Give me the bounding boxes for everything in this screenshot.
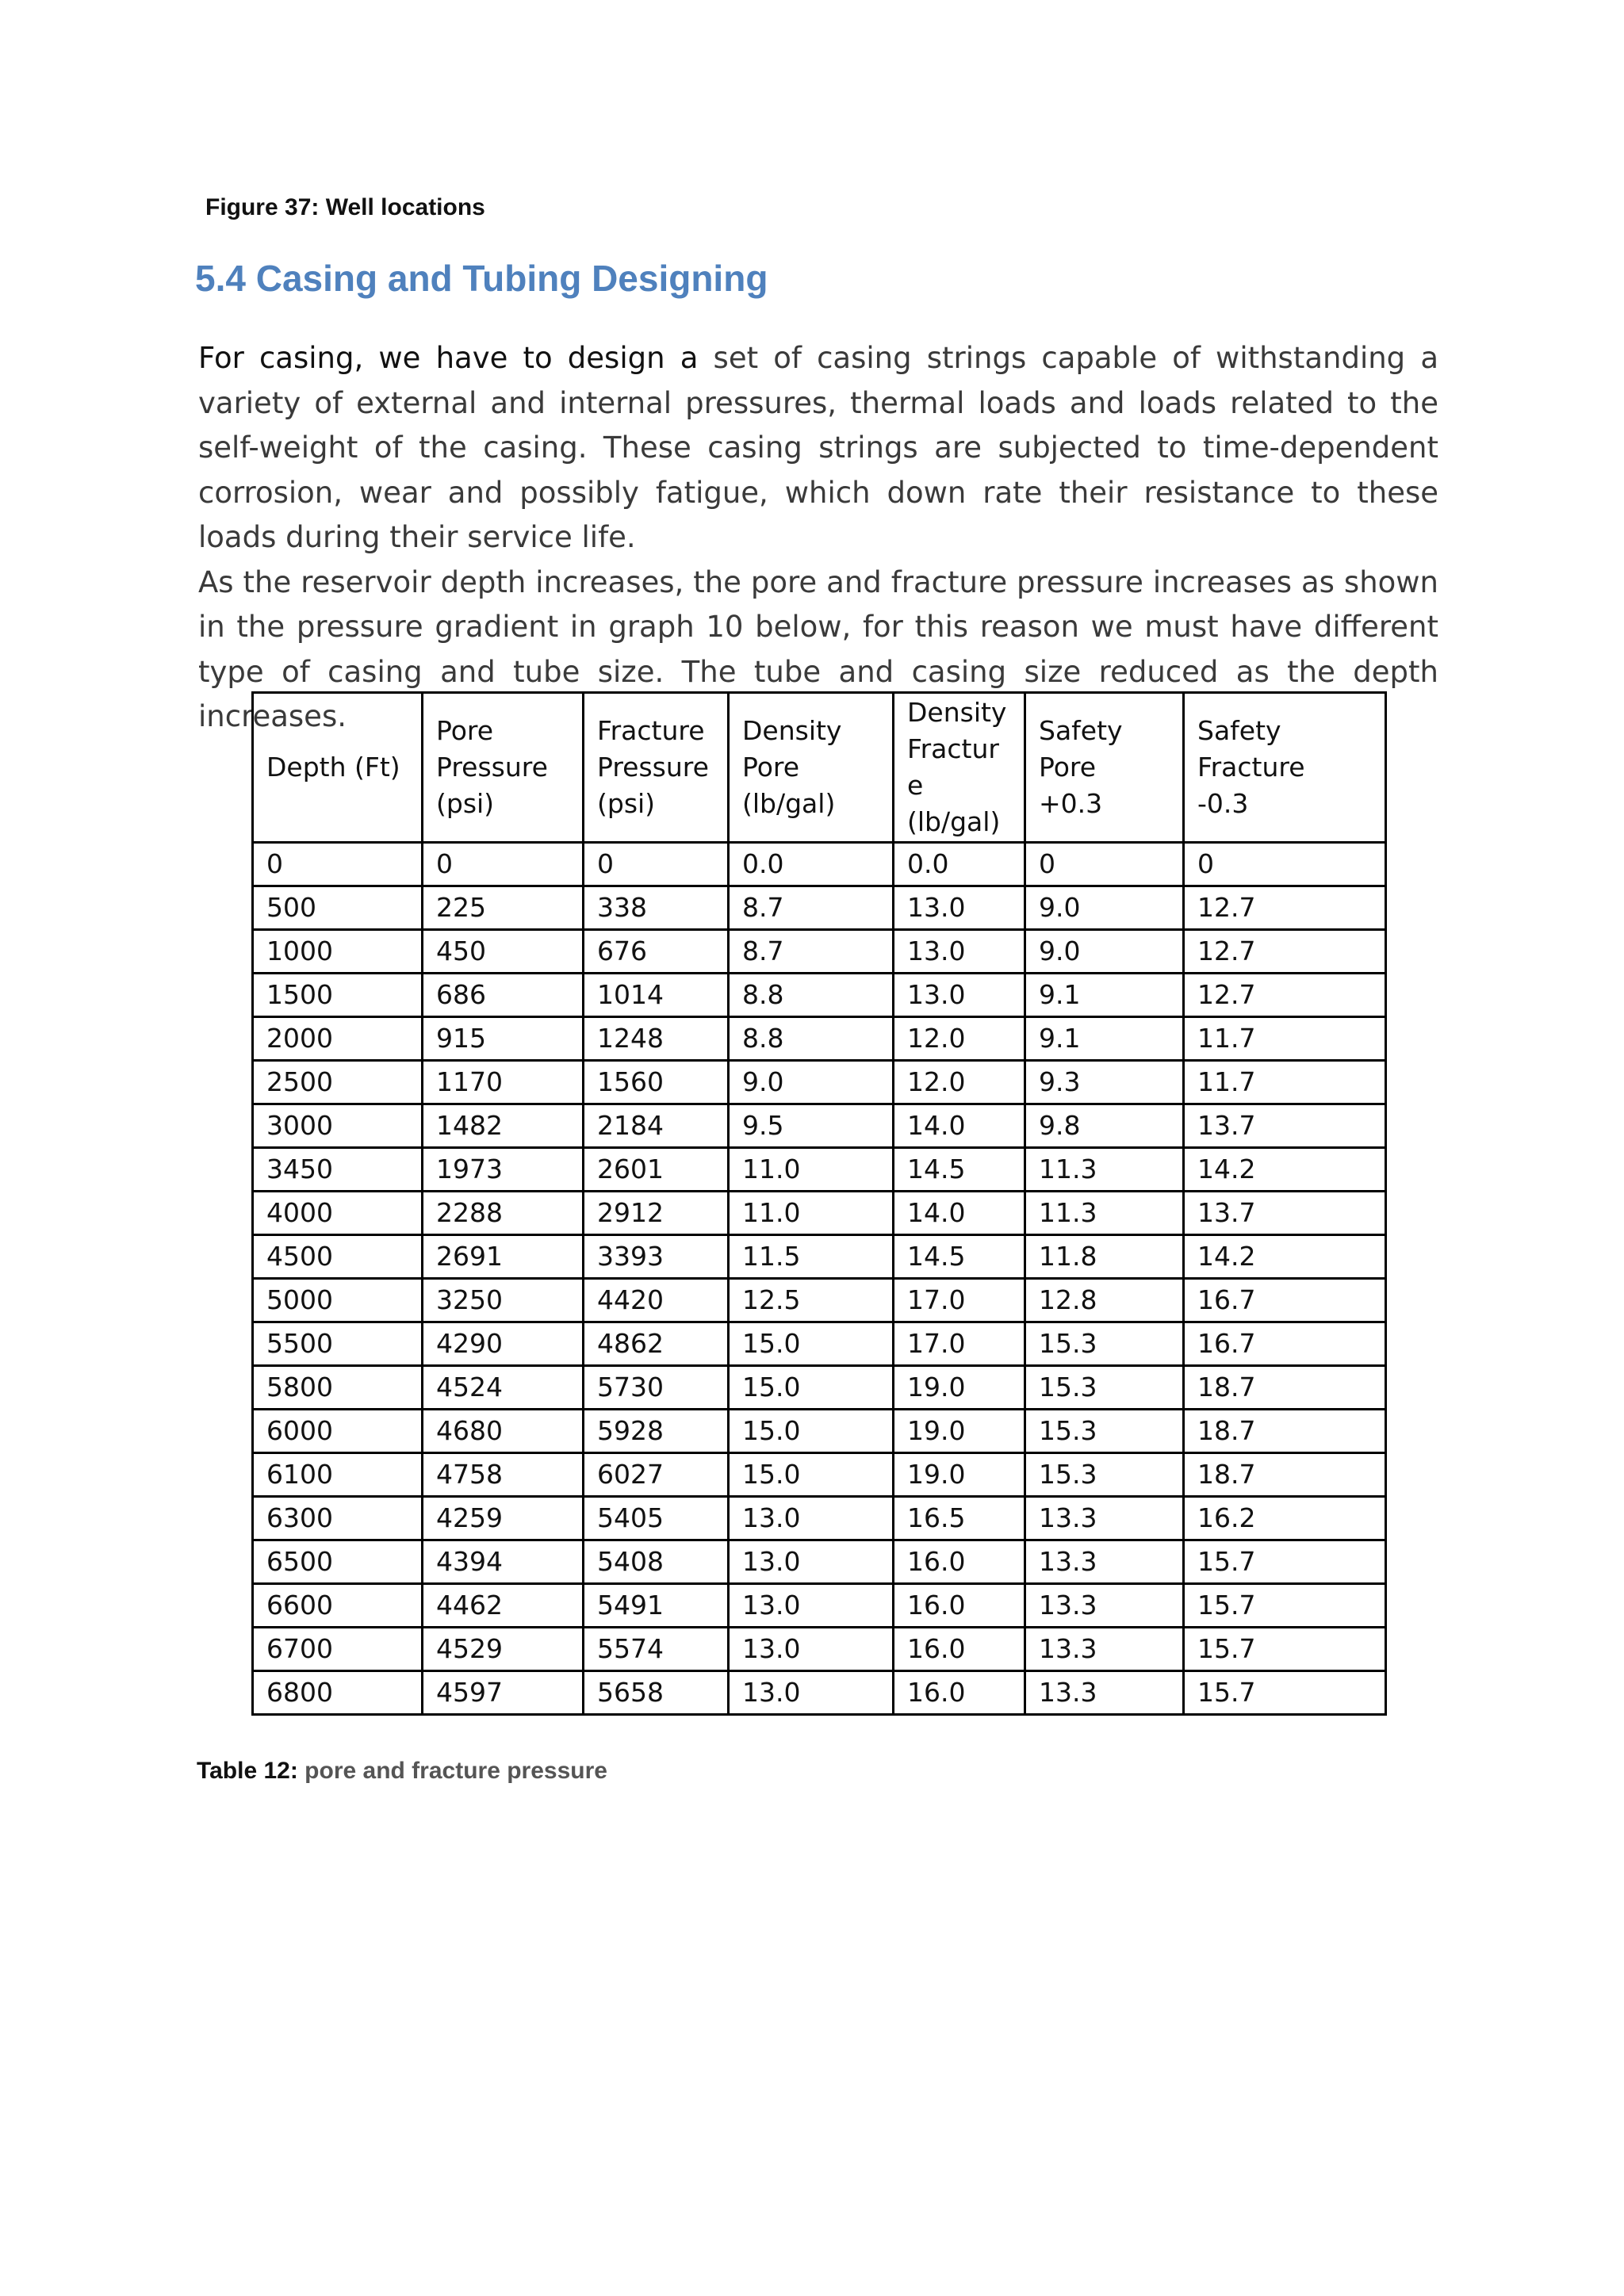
table-cell: 4862 (584, 1322, 729, 1366)
table-cell: 0 (1184, 843, 1386, 886)
table-cell: 13.3 (1025, 1584, 1184, 1628)
table-cell: 9.3 (1025, 1061, 1184, 1104)
table-cell: 14.2 (1184, 1148, 1386, 1192)
table-caption (197, 1758, 607, 1785)
table-cell: 18.7 (1184, 1410, 1386, 1453)
table-row (253, 974, 1386, 1017)
table-cell: 12.7 (1184, 886, 1386, 930)
table-cell: 15.0 (729, 1366, 894, 1410)
table-cell: 1500 (253, 974, 423, 1017)
table-cell: 5405 (584, 1497, 729, 1540)
table-cell: 16.0 (894, 1584, 1025, 1628)
table-cell: 11.3 (1025, 1192, 1184, 1235)
table-row (253, 843, 1386, 886)
header-line: e (907, 770, 924, 801)
header-line: Pressure (436, 752, 548, 783)
table-cell: 12.7 (1184, 930, 1386, 974)
table-cell: 13.3 (1025, 1497, 1184, 1540)
table-cell: 3450 (253, 1148, 423, 1192)
table-row (253, 1235, 1386, 1279)
header-line: Pore (436, 715, 494, 746)
table-cell: 15.0 (729, 1453, 894, 1497)
header-line: +0.3 (1039, 788, 1103, 819)
table-cell: 15.3 (1025, 1410, 1184, 1453)
table-cell: 18.7 (1184, 1366, 1386, 1410)
table-caption-label: Table 12: (197, 1758, 298, 1784)
table-body (253, 843, 1386, 1715)
table-cell: 15.7 (1184, 1584, 1386, 1628)
header-line: Fracture (597, 715, 705, 746)
table-cell: 19.0 (894, 1453, 1025, 1497)
table-cell: 17.0 (894, 1322, 1025, 1366)
table-cell: 5491 (584, 1584, 729, 1628)
table-cell: 1482 (423, 1104, 584, 1148)
table-cell: 8.8 (729, 1017, 894, 1061)
table-row (253, 1061, 1386, 1104)
table-cell: 16.5 (894, 1497, 1025, 1540)
table-cell: 6500 (253, 1540, 423, 1584)
table-row (253, 1540, 1386, 1584)
table-cell: 13.0 (894, 974, 1025, 1017)
table-cell: 13.0 (894, 886, 1025, 930)
table-cell: 19.0 (894, 1366, 1025, 1410)
table-cell: 11.7 (1184, 1017, 1386, 1061)
table-cell: 19.0 (894, 1410, 1025, 1453)
table-cell: 1170 (423, 1061, 584, 1104)
table-row (253, 1192, 1386, 1235)
table-cell: 5928 (584, 1410, 729, 1453)
table-cell: 11.3 (1025, 1148, 1184, 1192)
table-row (253, 930, 1386, 974)
table-cell: 16.7 (1184, 1322, 1386, 1366)
header-line: Safety (1197, 715, 1281, 746)
table-cell: 2500 (253, 1061, 423, 1104)
table-row (253, 1104, 1386, 1148)
table-cell: 6100 (253, 1453, 423, 1497)
header-line: Fracture (1197, 752, 1305, 783)
table-cell: 12.5 (729, 1279, 894, 1322)
table-cell: 15.7 (1184, 1671, 1386, 1715)
table-cell: 15.3 (1025, 1453, 1184, 1497)
table-cell: 9.0 (1025, 886, 1184, 930)
table-cell: 3250 (423, 1279, 584, 1322)
table-header-cell (1025, 693, 1184, 843)
table-cell: 13.0 (729, 1497, 894, 1540)
table-caption-text: pore and fracture pressure (297, 1758, 607, 1784)
table-cell: 0 (423, 843, 584, 886)
paragraph-continuation: set of casing strings capable of withstanding a variety of external and internal pressures, thermal loads and loads related to the self-weight of the casing. These casing strings are subjected to time-dependent corrosion, wear and possibly fatigue, which down rate their resistance to these loads during their service life. (198, 341, 1438, 554)
table-cell: 1973 (423, 1148, 584, 1192)
body-text (198, 336, 1438, 740)
table-cell: 15.3 (1025, 1322, 1184, 1366)
table-cell: 0.0 (729, 843, 894, 886)
table-row (253, 1148, 1386, 1192)
header-line: (lb/gal) (907, 806, 1001, 837)
header-line: -0.3 (1197, 788, 1249, 819)
table-cell: 0 (253, 843, 423, 886)
table-header-cell (584, 693, 729, 843)
table-cell: 15.7 (1184, 1540, 1386, 1584)
table-row (253, 886, 1386, 930)
table-cell: 5800 (253, 1366, 423, 1410)
table-cell: 6000 (253, 1410, 423, 1453)
table-cell: 12.7 (1184, 974, 1386, 1017)
table-cell: 8.7 (729, 886, 894, 930)
table-cell: 9.1 (1025, 974, 1184, 1017)
table-cell: 13.3 (1025, 1671, 1184, 1715)
table-cell: 8.7 (729, 930, 894, 974)
table-cell: 16.0 (894, 1628, 1025, 1671)
table-cell: 15.3 (1025, 1366, 1184, 1410)
table-cell: 13.0 (729, 1540, 894, 1584)
header-line: Density (742, 715, 842, 746)
table-cell: 1014 (584, 974, 729, 1017)
table-cell: 13.0 (729, 1628, 894, 1671)
table-row (253, 1671, 1386, 1715)
table-cell: 4000 (253, 1192, 423, 1235)
table-cell: 4394 (423, 1540, 584, 1584)
table-cell: 1560 (584, 1061, 729, 1104)
table-cell: 5500 (253, 1322, 423, 1366)
table-header-row (253, 693, 1386, 843)
table-cell: 15.0 (729, 1410, 894, 1453)
table-cell: 12.0 (894, 1061, 1025, 1104)
table-cell: 15.0 (729, 1322, 894, 1366)
header-line: Pore (742, 752, 800, 783)
table-cell: 4758 (423, 1453, 584, 1497)
table-cell: 6700 (253, 1628, 423, 1671)
table-cell: 4259 (423, 1497, 584, 1540)
table-cell: 13.3 (1025, 1628, 1184, 1671)
table-row (253, 1322, 1386, 1366)
table-cell: 686 (423, 974, 584, 1017)
table-row (253, 1279, 1386, 1322)
table-cell: 9.0 (1025, 930, 1184, 974)
table-cell: 4290 (423, 1322, 584, 1366)
header-line: Safety (1039, 715, 1123, 746)
table-cell: 6027 (584, 1453, 729, 1497)
table-cell: 6600 (253, 1584, 423, 1628)
table-cell: 5408 (584, 1540, 729, 1584)
table-cell: 15.7 (1184, 1628, 1386, 1671)
table-cell: 3393 (584, 1235, 729, 1279)
header-line: Depth (Ft) (266, 752, 400, 783)
table-cell: 14.0 (894, 1104, 1025, 1148)
paragraph-lead: For casing, we have to design a (198, 341, 699, 375)
figure-caption: Figure 37: Well locations (205, 194, 485, 220)
table-cell: 450 (423, 930, 584, 974)
table-header-cell (894, 693, 1025, 843)
table-cell: 4597 (423, 1671, 584, 1715)
table-cell: 11.8 (1025, 1235, 1184, 1279)
table-cell: 4500 (253, 1235, 423, 1279)
table-cell: 11.0 (729, 1148, 894, 1192)
table-cell: 12.0 (894, 1017, 1025, 1061)
header-line: Fractur (907, 733, 999, 764)
table-cell: 11.5 (729, 1235, 894, 1279)
header-line: (psi) (597, 788, 656, 819)
table-cell: 0 (1025, 843, 1184, 886)
table-cell: 9.5 (729, 1104, 894, 1148)
table-cell: 676 (584, 930, 729, 974)
table-cell: 2000 (253, 1017, 423, 1061)
table-row (253, 1628, 1386, 1671)
table-cell: 4524 (423, 1366, 584, 1410)
header-line: (psi) (436, 788, 495, 819)
table-cell: 4529 (423, 1628, 584, 1671)
table-header-cell (1184, 693, 1386, 843)
table-cell: 5730 (584, 1366, 729, 1410)
table-cell: 2912 (584, 1192, 729, 1235)
table-row (253, 1584, 1386, 1628)
pore-fracture-pressure-table (251, 691, 1387, 1716)
table-header-cell (423, 693, 584, 843)
paragraph-casing-design (198, 336, 1438, 561)
table-cell: 13.0 (729, 1584, 894, 1628)
table-row (253, 1366, 1386, 1410)
table-cell: 4462 (423, 1584, 584, 1628)
table-cell: 8.8 (729, 974, 894, 1017)
table-cell: 5000 (253, 1279, 423, 1322)
table-cell: 9.1 (1025, 1017, 1184, 1061)
table-cell: 13.0 (894, 930, 1025, 974)
table-cell: 14.0 (894, 1192, 1025, 1235)
section-heading: 5.4 Casing and Tubing Designing (195, 258, 768, 299)
table-cell: 5658 (584, 1671, 729, 1715)
table-row (253, 1017, 1386, 1061)
table-cell: 4420 (584, 1279, 729, 1322)
header-line: Pore (1039, 752, 1097, 783)
paragraph-reservoir-depth: As the reservoir depth increases, the pore and fracture pressure increases as shown in the pressure gradient in graph 10 below, for this reason we must have different type of casing and tube size. The tube and casing size reduced as the depth increases. (198, 564, 1438, 733)
table-cell: 1000 (253, 930, 423, 974)
table-cell: 0 (584, 843, 729, 886)
header-line: (lb/gal) (742, 788, 836, 819)
table-cell: 2184 (584, 1104, 729, 1148)
table-cell: 14.5 (894, 1235, 1025, 1279)
table-cell: 5574 (584, 1628, 729, 1671)
table-cell: 16.7 (1184, 1279, 1386, 1322)
table-cell: 13.0 (729, 1671, 894, 1715)
table-cell: 13.7 (1184, 1192, 1386, 1235)
table-cell: 11.7 (1184, 1061, 1386, 1104)
table-row (253, 1497, 1386, 1540)
table-cell: 2288 (423, 1192, 584, 1235)
table-cell: 11.0 (729, 1192, 894, 1235)
table-cell: 13.3 (1025, 1540, 1184, 1584)
table-cell: 225 (423, 886, 584, 930)
table-cell: 14.5 (894, 1148, 1025, 1192)
table-cell: 16.0 (894, 1671, 1025, 1715)
table-cell: 2601 (584, 1148, 729, 1192)
table-header-cell (729, 693, 894, 843)
table-row (253, 1453, 1386, 1497)
table-cell: 16.0 (894, 1540, 1025, 1584)
table-cell: 13.7 (1184, 1104, 1386, 1148)
table-row (253, 1410, 1386, 1453)
table-cell: 4680 (423, 1410, 584, 1453)
table-cell: 3000 (253, 1104, 423, 1148)
table-cell: 0.0 (894, 843, 1025, 886)
table-cell: 2691 (423, 1235, 584, 1279)
table-cell: 17.0 (894, 1279, 1025, 1322)
table-cell: 1248 (584, 1017, 729, 1061)
table-cell: 915 (423, 1017, 584, 1061)
table-cell: 6300 (253, 1497, 423, 1540)
table-cell: 500 (253, 886, 423, 930)
table-cell: 16.2 (1184, 1497, 1386, 1540)
header-line: Pressure (597, 752, 709, 783)
table-cell: 6800 (253, 1671, 423, 1715)
header-line: Density (907, 697, 1007, 728)
table-header-cell (253, 693, 423, 843)
table-cell: 338 (584, 886, 729, 930)
table-cell: 14.2 (1184, 1235, 1386, 1279)
table-cell: 9.0 (729, 1061, 894, 1104)
table-cell: 9.8 (1025, 1104, 1184, 1148)
table-cell: 12.8 (1025, 1279, 1184, 1322)
table-cell: 18.7 (1184, 1453, 1386, 1497)
